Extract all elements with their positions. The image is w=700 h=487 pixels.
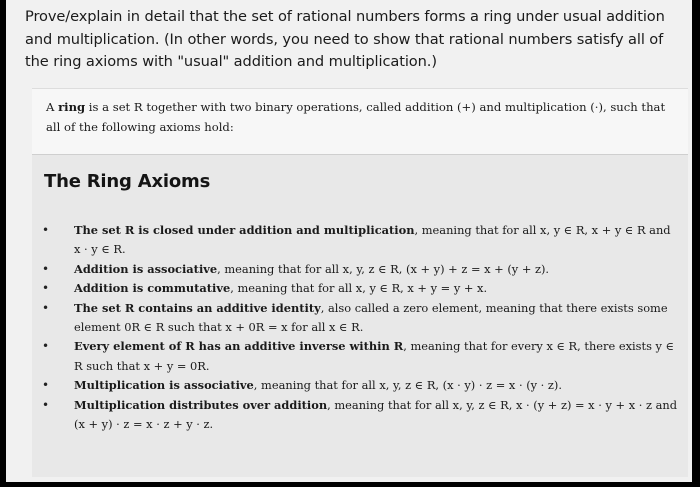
axiom-text: , meaning that for all x, y, z ∈ R, (x + y) + z = x + (y + z). <box>217 261 550 276</box>
axiom-additive-inverse <box>40 337 680 376</box>
ring-definition <box>46 97 676 137</box>
axiom-text: , meaning that for all x, y, z ∈ R, x · (y + z) = x · y + x · z and (x + y) · z = x · z + y · z. <box>74 397 678 432</box>
axiom-multiplication-associative <box>40 376 680 395</box>
axiom-additive-identity <box>40 299 680 338</box>
axioms-heading: The Ring Axioms <box>44 171 211 192</box>
axiom-lead: The set R is closed under addition and multiplication <box>74 223 415 237</box>
axiom-lead: Multiplication distributes over addition <box>74 397 328 412</box>
ring-axioms-section <box>32 154 688 477</box>
ring-definition-section <box>32 88 688 155</box>
document-page <box>6 0 692 482</box>
axiom-text: , meaning that for every x ∈ R, there exists y ∈ R such that x + y = 0R. <box>74 339 675 373</box>
bullet-icon: • <box>42 378 50 393</box>
axiom-text: , meaning that for all x, y ∈ R, x + y = y + x. <box>230 281 488 296</box>
definition-term: ring <box>58 100 86 114</box>
axiom-addition-associative <box>40 260 680 279</box>
bullet-icon: • <box>42 397 50 412</box>
axiom-text: , also called a zero element, meaning that there exists some element 0R ∈ R such that x + 0R = x for all x ∈ R. <box>74 300 668 335</box>
question-text: Prove/explain in detail that the set of rational numbers forms a ring under usual addition and multiplication. (In other words, you need to show that rational numbers satisfy all of the ring axioms with "usual" addition and multiplication.) <box>25 8 665 71</box>
axiom-lead: Multiplication is associative <box>74 378 254 393</box>
bullet-icon: • <box>42 223 50 237</box>
axiom-lead: Addition is commutative <box>74 281 231 296</box>
axiom-lead: The set R contains an additive identity <box>74 300 321 315</box>
axiom-lead: Addition is associative <box>74 261 218 276</box>
axiom-addition-commutative <box>40 279 680 298</box>
axiom-closure <box>40 221 680 260</box>
definition-text: is a set R together with two binary operations, called addition (+) and multiplication (·), such that all of the following axioms hold: <box>46 100 666 134</box>
axiom-distributive <box>40 396 680 435</box>
axiom-text: , meaning that for all x, y, z ∈ R, (x · y) · z = x · (y · z). <box>253 378 562 393</box>
bullet-icon: • <box>42 339 50 354</box>
axiom-lead: Every element of R has an additive inverse within R <box>74 339 404 354</box>
axiom-text: , meaning that for all x, y ∈ R, x + y ∈ R and x · y ∈ R. <box>74 223 671 257</box>
bullet-icon: • <box>42 261 50 276</box>
definition-prefix: A <box>46 100 59 114</box>
axioms-list <box>40 221 680 434</box>
bullet-icon: • <box>42 300 50 315</box>
bullet-icon: • <box>42 281 50 296</box>
